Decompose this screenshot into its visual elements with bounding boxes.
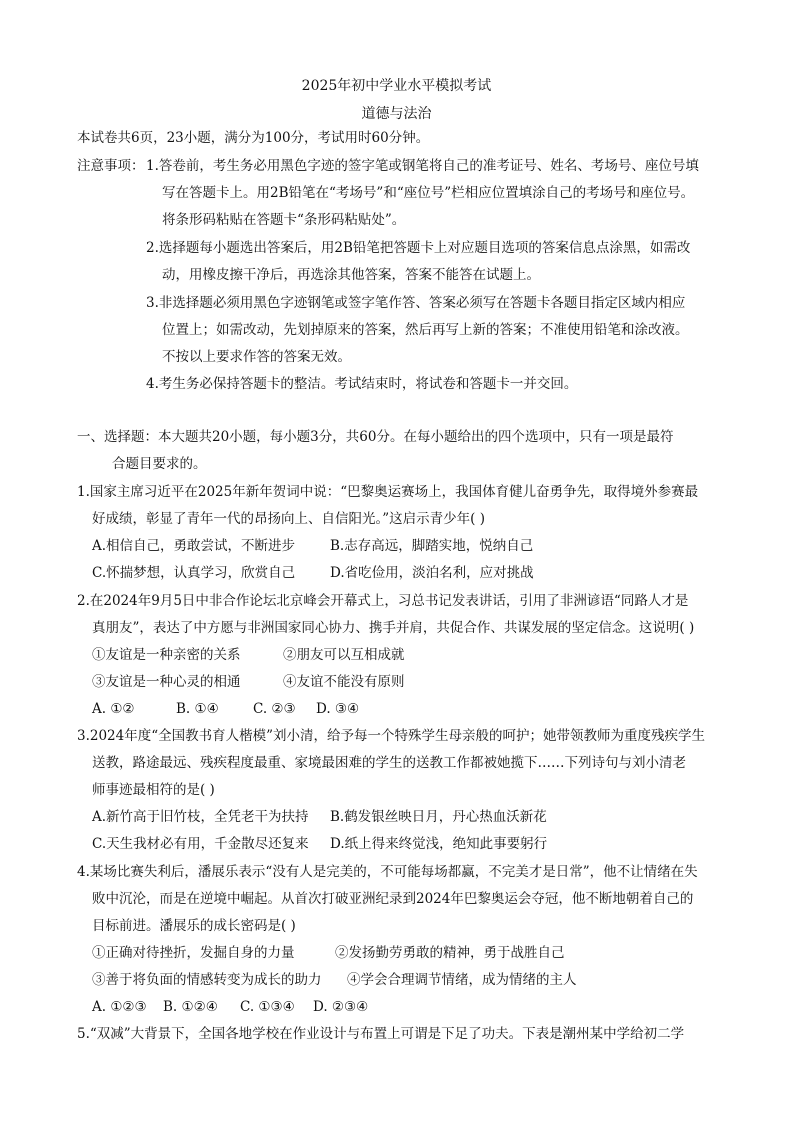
q4-option-d: D. ②③④ <box>313 999 369 1015</box>
q2-stem-line-2: 真朋友”，表达了中方愿与非洲国家同心协力、携手并肩，共促合作、共谋发展的坚定信念。这说明( ) <box>92 620 695 636</box>
q4-option-c: C. ①③④ <box>240 999 295 1015</box>
q1-stem-line-2: 好成绩，彰显了青年一代的昂扬向上、自信阳光。”这启示青少年( ) <box>92 511 485 527</box>
q2-option-b: B. ①④ <box>176 701 219 717</box>
q4-stem-line-3: 目标前进。潘展乐的成长密码是( ) <box>92 918 296 934</box>
note-3-line-1: 3.非选择题必须用黑色字迹钢笔或签字笔作答、答案必须写在答题卡各题目指定区域内相应 <box>146 295 686 311</box>
q2-statement-1: ①友谊是一种亲密的关系 <box>92 647 241 663</box>
q3-stem-line-1: 3.2024年度“全国教书育人楷模”刘小清，给予每一个特殊学生母亲般的呵护；她带领教师为重度残疾学生 <box>77 728 706 744</box>
note-4-line-1: 4.考生务必保持答题卡的整洁。考试结束时，将试卷和答题卡一并交回。 <box>146 376 578 392</box>
q4-statement-2: ②发扬勤劳勇敢的精神，勇于战胜自己 <box>335 945 565 961</box>
q2-statement-2: ②朋友可以互相成就 <box>283 647 405 663</box>
section-1-heading: 一、选择题：本大题共20小题，每小题3分，共60分。在每小题给出的四个选项中，只有一项是最符 <box>77 429 674 445</box>
note-3-line-3: 不按以上要求作答的答案无效。 <box>162 349 351 365</box>
note-1-line-2: 写在答题卡上。用2B铅笔在“考场号”和“座位号”栏相应位置填涂自己的考场号和座位号。 <box>162 185 695 201</box>
q3-option-c: C.天生我材必有用，千金散尽还复来 <box>92 836 309 852</box>
q2-option-d: D. ③④ <box>316 701 360 717</box>
exam-subject: 道德与法治 <box>361 106 432 122</box>
q4-stem-line-1: 4.某场比赛失利后，潘展乐表示“没有人是完美的，不可能每场都赢，不完美才是日常”，他不让情绪在失 <box>77 864 698 880</box>
q1-option-b: B.志存高远，脚踏实地，悦纳自己 <box>330 538 534 554</box>
q1-option-c: C.怀揣梦想，认真学习，欣赏自己 <box>92 565 296 581</box>
q2-statement-4: ④友谊不能没有原则 <box>283 674 405 690</box>
q3-stem-line-3: 师事迹最相符的是( ) <box>92 782 215 798</box>
q4-option-b: B. ①②④ <box>163 999 218 1015</box>
q4-statement-1: ①正确对待挫折，发掘自身的力量 <box>92 945 295 961</box>
q4-statement-4: ④学会合理调节情绪，成为情绪的主人 <box>347 972 577 988</box>
q4-statement-3: ③善于将负面的情感转变为成长的助力 <box>92 972 322 988</box>
q2-stem-line-1: 2.在2024年9月5日中非合作论坛北京峰会开幕式上，习总书记发表讲话，引用了非洲谚语“同路人才是 <box>77 593 689 609</box>
q3-stem-line-2: 送教，路途最远、残疾程度最重、家境最困难的学生的送教工作都被她揽下……下列诗句与刘小清老 <box>92 755 686 771</box>
note-2-line-2: 动，用橡皮擦干净后，再选涂其他答案，答案不能答在试题上。 <box>162 267 540 283</box>
note-1-line-1: 1.答卷前，考生务必用黑色字迹的签字笔或钢笔将自己的准考证号、姓名、考场号、座位号填 <box>146 158 699 174</box>
q4-stem-line-2: 败中沉沦，而是在逆境中崛起。从首次打破亚洲纪录到2024年巴黎奥运会夺冠，他不断地朝着自己的 <box>92 891 694 907</box>
q1-stem-line-1: 1.国家主席习近平在2025年新年贺词中说：“巴黎奥运赛场上，我国体育健儿奋勇争先，取得境外参赛最 <box>77 484 699 500</box>
q2-option-a: A. ①② <box>92 701 135 717</box>
q1-option-d: D.省吃俭用，淡泊名利，应对挑战 <box>330 565 534 581</box>
q3-option-a: A.新竹高于旧竹枝，全凭老干为扶持 <box>92 809 309 825</box>
q3-option-d: D.纸上得来终觉浅，绝知此事要躬行 <box>330 836 548 852</box>
q1-option-a: A.相信自己，勇敢尝试，不断进步 <box>92 538 296 554</box>
q4-option-a: A. ①②③ <box>92 999 147 1015</box>
note-1-line-3: 将条形码粘贴在答题卡“条形码粘贴处”。 <box>162 212 406 228</box>
exam-intro: 本试卷共6页，23小题，满分为100分，考试用时60分钟。 <box>77 130 430 146</box>
note-2-line-1: 2.选择题每小题选出答案后，用2B铅笔把答题卡上对应题目选项的答案信息点涂黑，如需改 <box>146 240 691 256</box>
section-1-heading-cont: 合题目要求的。 <box>112 456 207 472</box>
q2-statement-3: ③友谊是一种心灵的相通 <box>92 674 241 690</box>
q3-option-b: B.鹤发银丝映日月，丹心热血沃新花 <box>330 809 547 825</box>
exam-title: 2025年初中学业水平模拟考试 <box>301 78 492 94</box>
q2-option-c: C. ②③ <box>253 701 296 717</box>
notes-label: 注意事项： <box>77 158 145 174</box>
q5-stem-line-1: 5.“双减”大背景下，全国各地学校在作业设计与布置上可谓是下足了功夫。下表是潮州某中学给初二学 <box>77 1026 685 1042</box>
note-3-line-2: 位置上；如需改动，先划掉原来的答案，然后再写上新的答案；不准使用铅笔和涂改液。 <box>162 322 689 338</box>
